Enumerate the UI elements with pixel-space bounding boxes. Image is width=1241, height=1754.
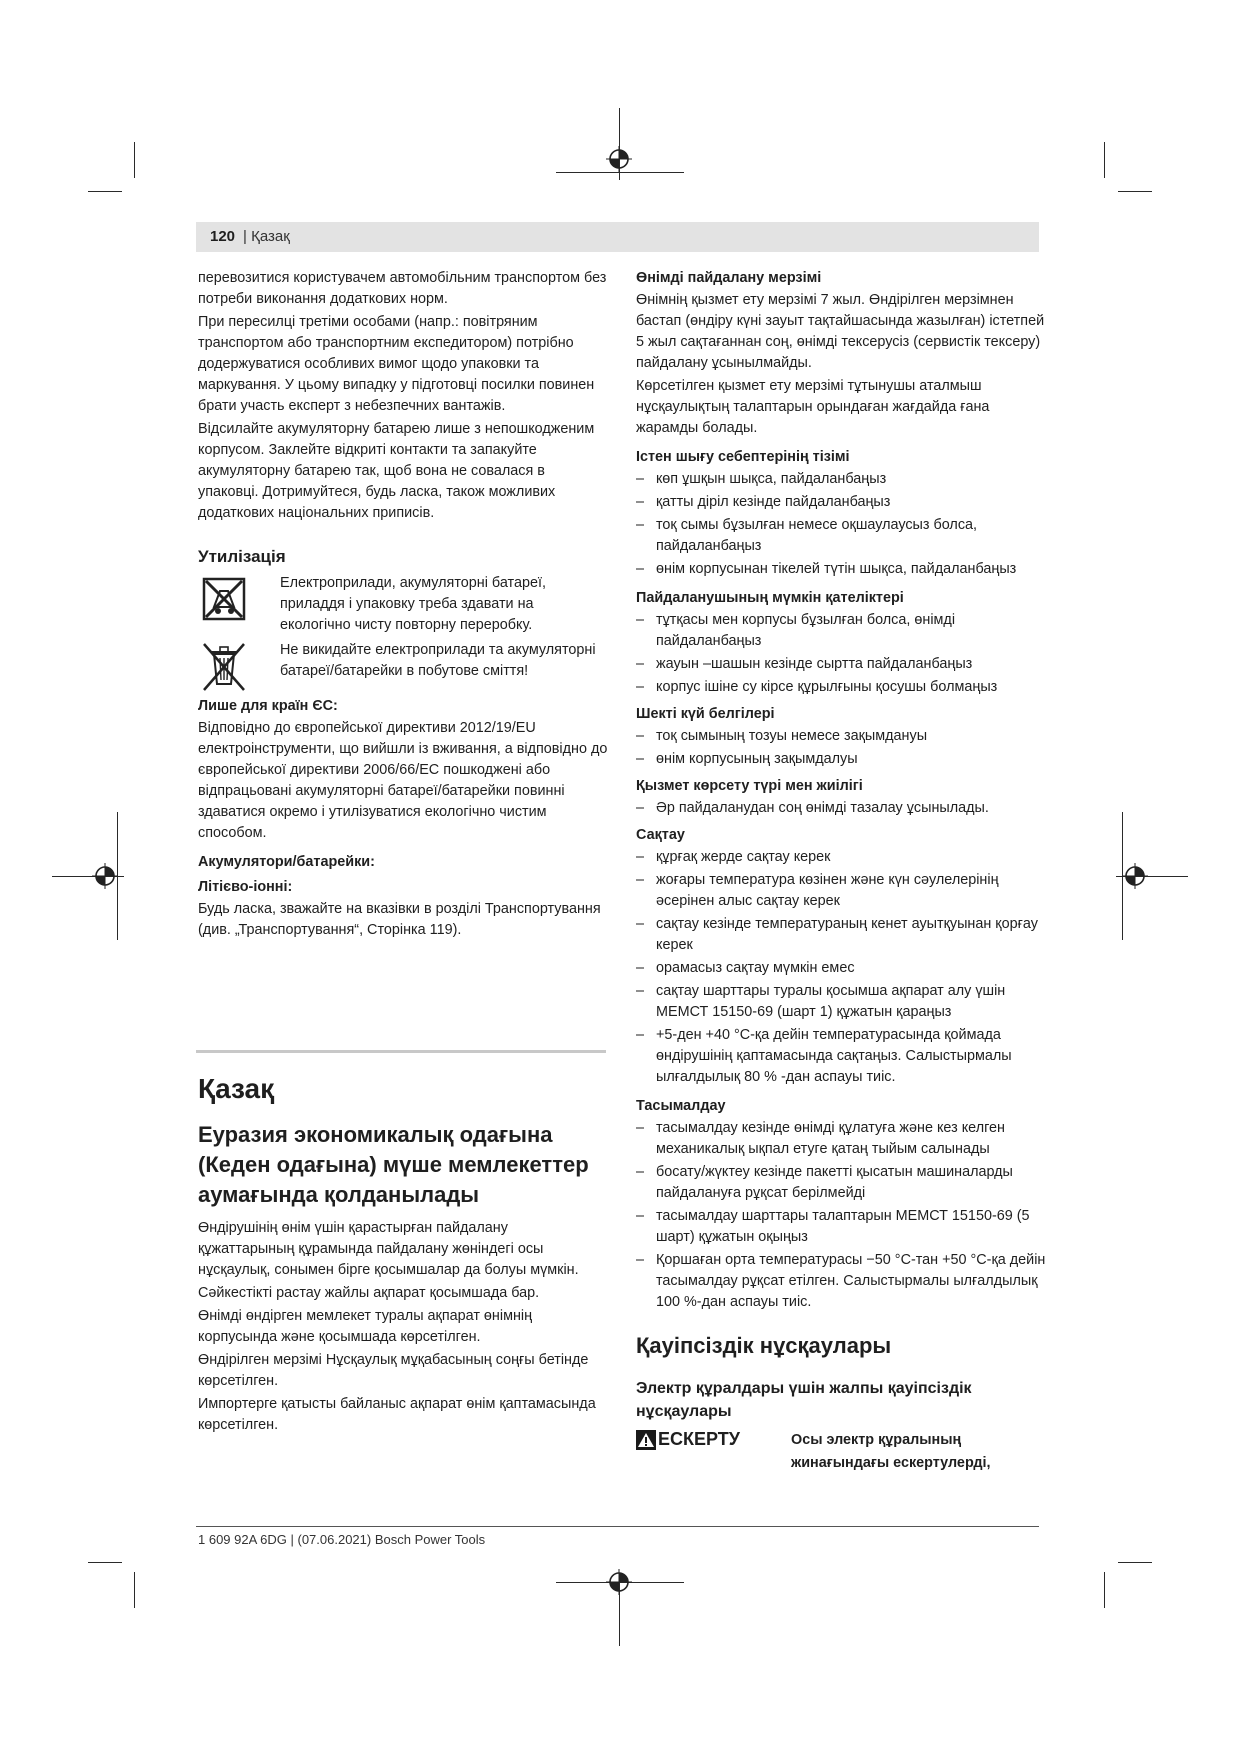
limit-heading: Шекті күй белгілері (636, 706, 775, 722)
paragraph: Өнімді өндірген мемлекет туралы ақпарат өнімнің корпусында және қосымшада көрсетілген. (198, 1308, 533, 1345)
paragraph: Өндірушінің өнім үшін қарастырған пайдалану құжаттарының құрамында пайдалану жөніндегі осы нұсқаулық, сонымен бірге қосымшалар да болуы мүмкін. (198, 1220, 579, 1278)
li-ion-heading: Літієво-іонні: (198, 879, 293, 895)
errors-list (636, 610, 1046, 698)
list-item: – тоқ сымының тозуы немесе зақымдануы (636, 726, 1046, 747)
page-section: | Қазақ (243, 228, 290, 245)
footer-divider (196, 1526, 1039, 1527)
lifetime-heading: Өнімді пайдалану мерзімі (636, 270, 822, 286)
paragraph: Өнімнің қызмет ету мерзімі 7 жыл. Өндірілген мерзімнен бастап (өндіру күні зауыт тақтайшасында жазылған) істетпей 5 жыл сақтағаннан соң, өнімді тексерусіз (сервистік тексеру) пайдалану ұсынылмайды. (636, 292, 1045, 371)
list-item: – Әр пайдаланудан соң өнімді тазалау ұсынылады. (636, 798, 1046, 819)
list-item: – тасымалдау шарттары талаптарын МЕМСТ 15150-69 (5 шарт) құжатын оқыңыз (636, 1206, 1046, 1248)
list-item: – орамасыз сақтау мүмкін емес (636, 958, 1046, 979)
list-item: – сақтау кезінде температураның кенет ауытқуынан қорғау керек (636, 914, 1046, 956)
crop-mark (1104, 1572, 1105, 1608)
paragraph: перевозитися користувачем автомобільним транспортом без потреби виконання додаткових норм. (198, 270, 607, 307)
section-label: Қазақ (251, 228, 290, 245)
warning-badge (636, 1429, 791, 1450)
crop-mark (88, 1562, 122, 1563)
list-item: – босату/жүктеу кезінде пакетті қысатын машиналарды пайдалануға рұқсат берілмейді (636, 1162, 1046, 1204)
crop-mark (88, 191, 122, 192)
registration-line (556, 172, 684, 173)
list-item: – корпус ішіне су кірсе құрылғыны қосушы болмаңыз (636, 677, 1046, 698)
storage-list (636, 847, 1046, 1088)
list-item: – тоқ сымы бұзылған немесе оқшаулаусыз болса, пайдаланбаңыз (636, 515, 1046, 557)
paragraph: Импортерге қатысты байланыс ақпарат өнім қаптамасында көрсетілген. (198, 1396, 596, 1433)
warning-text: Осы электр құралының жинағындағы ескертулерді, (791, 1432, 991, 1471)
failure-heading: Істен шығу себептерінің тізімі (636, 449, 850, 465)
section-divider (196, 1050, 606, 1053)
paragraph: При пересилці третіми особами (напр.: повітряним транспортом або транспортним експедитором) потрібно додержуватися особливих вимог щодо упаковки та маркування. У цьому випадку у підготовці посилки повинен брати участь експерт з небезпечних вантажів. (198, 314, 595, 414)
crop-mark (1104, 142, 1105, 178)
warning-block (636, 1429, 1046, 1475)
transport-list (636, 1118, 1046, 1313)
list-item: – тұтқасы мен корпусы бұзылған болса, өнімді пайдаланбаңыз (636, 610, 1046, 652)
paragraph: Відповідно до європейської директиви 2012/19/EU електроінструменти, що вийшли із вживання, а відповідно до європейської директиви 2006/66/EC пошкоджені або відпрацьовані акумуляторні батареї/батарейки повинні здаватися окремо і утилізуватися екологічно чистим способом. (198, 720, 608, 841)
crop-mark (1118, 1562, 1152, 1563)
paragraph: Відсилайте акумуляторну батарею лише з непошкодженим корпусом. Заклейте відкриті контакти та запакуйте акумуляторну батарею так, щоб вона не совалася в упаковці. Дотримуйтеся, будь ласка, також можливих додаткових національних приписів. (198, 421, 595, 521)
registration-target-icon (1122, 863, 1148, 889)
page-number: 120 (210, 228, 236, 245)
page-footer: 1 609 92A 6DG | (07.06.2021) Bosch Power Tools (198, 1532, 486, 1547)
crop-mark (134, 1572, 135, 1608)
page-header (196, 222, 1039, 252)
transport-heading: Тасымалдау (636, 1098, 726, 1114)
safety-title: Қауіпсіздік нұсқаулары (636, 1333, 892, 1358)
right-column (636, 268, 1046, 1475)
list-item: – көп ұшқын шықса, пайдаланбаңыз (636, 469, 1046, 490)
failure-list (636, 469, 1046, 580)
disposal-item (198, 573, 608, 636)
paragraph: Будь ласка, зважайте на вказівки в розділі Транспортування (див. „Транспортування“, Сторінка 119). (198, 901, 601, 938)
language-title: Қазақ (198, 1073, 275, 1104)
eurasian-title: Еуразия экономикалық одағына (Кеден одағына) мүше мемлекеттер аумағында қолданылады (198, 1122, 589, 1207)
registration-target-icon (606, 1569, 632, 1595)
kazakh-section (198, 1072, 608, 1438)
paragraph: Көрсетілген қызмет ету мерзімі тұтынушы аталмыш нұсқаулықтың талаптарын орындаған жағдайда ғана жарамды болады. (636, 378, 990, 436)
service-heading: Қызмет көрсету түрі мен жиілігі (636, 778, 863, 794)
batteries-heading: Акумулятори/батарейки: (198, 854, 375, 870)
registration-target-icon (92, 863, 118, 889)
disposal-text: Не викидайте електроприлади та акумуляторні батареї/батарейки в побутове сміття! (280, 642, 596, 679)
crop-mark (1118, 191, 1152, 192)
list-item: – өнім корпусының зақымдалуы (636, 749, 1046, 770)
list-item: – жауын –шашын кезінде сыртта пайдаланбаңыз (636, 654, 1046, 675)
list-item: – қатты діріл кезінде пайдаланбаңыз (636, 492, 1046, 513)
list-item: – +5-ден +40 °C-қа дейін температурасында қоймада өндірушінің қаптамасында сақтаңыз. Салыстырмалы ылғалдылық 80 % -дан аспауы тиіс. (636, 1025, 1046, 1088)
recycling-symbol-icon (198, 573, 250, 625)
list-item: – тасымалдау кезінде өнімді құлатуға және кез келген механикалық ықпал етуге қатаң тыйым салынады (636, 1118, 1046, 1160)
warning-label: ЕСКЕРТУ (658, 1429, 740, 1449)
paragraph: Өндірілген мерзімі Нұсқаулық мұқабасының соңғы бетінде көрсетілген. (198, 1352, 589, 1389)
list-item: – жоғары температура көзінен және күн сәулелерінің әсерінен алыс сақтау керек (636, 870, 1046, 912)
disposal-heading: Утилізація (198, 547, 286, 566)
storage-heading: Сақтау (636, 827, 685, 843)
warning-triangle-icon (636, 1430, 656, 1450)
paragraph: Сәйкестікті растау жайлы ақпарат қосымшада бар. (198, 1285, 540, 1301)
eu-heading: Лише для країн ЄС: (198, 698, 338, 714)
disposal-item (198, 640, 608, 692)
list-item: – сақтау шарттары туралы қосымша ақпарат алу үшін МЕМСТ 15150-69 (шарт 1) құжатын қараңыз (636, 981, 1046, 1023)
limit-list (636, 726, 1046, 770)
service-list (636, 798, 1046, 819)
list-item: – өнім корпусынан тікелей түтін шықса, пайдаланбаңыз (636, 559, 1046, 580)
errors-heading: Пайдаланушының мүмкін қателіктері (636, 590, 904, 606)
crossed-bin-icon (198, 640, 250, 692)
registration-target-icon (606, 146, 632, 172)
list-item: – құрғақ жерде сақтау керек (636, 847, 1046, 868)
list-item: – Қоршаған орта температурасы −50 °C-тан +50 °C-қа дейін тасымалдау рұқсат етілген. Салыстырмалы ылғалдылық 100 %-дан аспауы тиіс. (636, 1250, 1046, 1313)
left-column (198, 268, 608, 943)
safety-subtitle: Электр құралдары үшін жалпы қауіпсіздік нұсқаулары (636, 1380, 972, 1420)
disposal-text: Електроприлади, акумуляторні батареї, приладдя і упаковку треба здавати на екологічно чисту повторну переробку. (280, 575, 546, 633)
crop-mark (134, 142, 135, 178)
